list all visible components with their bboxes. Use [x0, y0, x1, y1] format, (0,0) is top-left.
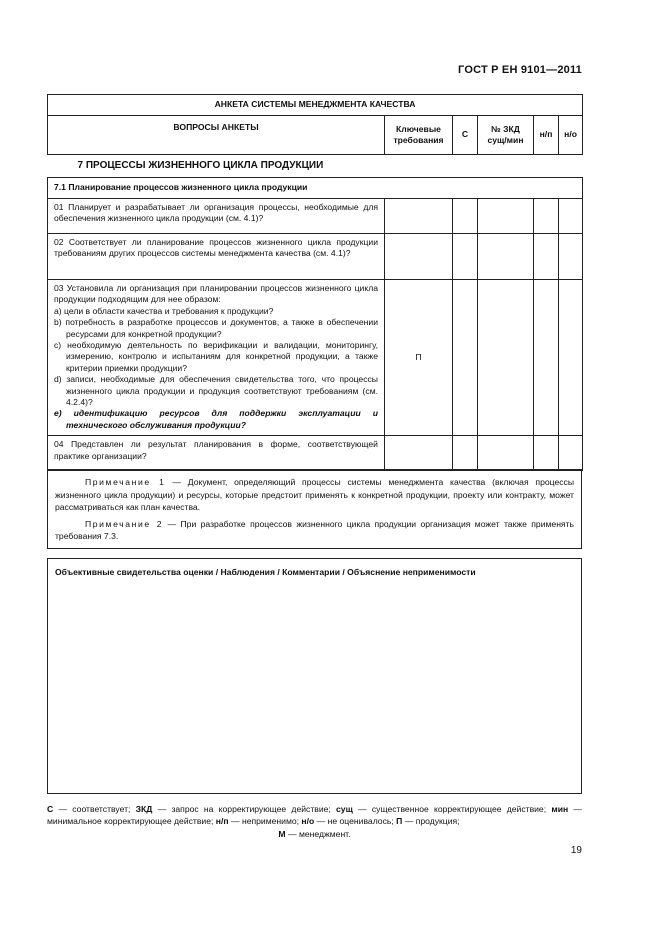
table-row [48, 280, 583, 436]
question-03-c: c) необходимую деятельность по верификации и валидации, мониторингу, измерению, контролю и испытаниям для конкретной продукции, а также критерии приемки продукции? [54, 340, 378, 373]
legend: С — соответствует; ЗКД — запрос на корректирующее действие; сущ — существенное корректирующее действие; мин — минимальное корректирующее действие; н/п — неприменимо; н/о — не оценивалось; П — продукция; М — менеджмент. [47, 804, 583, 839]
subsection-title: 7.1 Планирование процессов жизненного цикла продукции [48, 178, 583, 199]
cell [534, 234, 559, 280]
cell [385, 199, 453, 234]
question-03 [48, 280, 385, 436]
note-1-label: Примечание 1 [85, 477, 166, 487]
table-row [48, 234, 583, 280]
cell [453, 199, 478, 234]
section-title: 7 ПРОЦЕССЫ ЖИЗНЕННОГО ЦИКЛА ПРОДУКЦИИ [77, 160, 324, 172]
cell [559, 199, 583, 234]
questionnaire-table [47, 94, 583, 471]
question-03-e: e) идентификацию ресурсов для поддержки эксплуатации и технического обслуживания продукции? [54, 408, 378, 430]
cell [534, 436, 559, 471]
note-2: Примечание 2 — При разработке процессов жизненного цикла продукции организация может также применять требования 7.3. [55, 518, 575, 542]
col-questions-header: ВОПРОСЫ АНКЕТЫ [48, 116, 385, 155]
note-2-label: Примечание 2 [85, 518, 164, 529]
col-key-requirements-header: Ключевые требования [385, 116, 453, 155]
question-03-a: a) цели в области качества и требования к продукции? [54, 305, 274, 316]
question-04: 04 Представлен ли результат планирования в форме, соответствующей практике организации? [48, 436, 385, 471]
question-03-intro: 03 Установила ли организация при планировании процессов жизненного цикла продукции подходящим для нее образом: [54, 283, 378, 305]
cell [534, 280, 559, 436]
evidence-title: Объективные свидетельства оценки / Наблюдения / Комментарии / Объяснение неприменимости [55, 567, 476, 577]
document-id: ГОСТ Р ЕН 9101—2011 [458, 64, 582, 76]
cell [385, 234, 453, 280]
col-c-header: С [453, 116, 478, 155]
cell [453, 436, 478, 471]
key-requirement-mark: П [385, 280, 453, 436]
col-zkd-header: № ЗКД сущ/мин [478, 116, 534, 155]
table-row [48, 436, 583, 471]
table-title: АНКЕТА СИСТЕМЫ МЕНЕДЖМЕНТА КАЧЕСТВА [48, 95, 583, 116]
cell [478, 280, 534, 436]
cell [478, 436, 534, 471]
question-02: 02 Соответствует ли планирование процессов жизненного цикла продукции требованиям других процессов системы менеджмента качества (см. 4.1)? [48, 234, 385, 280]
cell [453, 234, 478, 280]
cell [453, 280, 478, 436]
col-np-header: н/п [534, 116, 559, 155]
cell [478, 234, 534, 280]
question-03-d: d) записи, необходимые для обеспечения свидетельства того, что процессы жизненного цикла продукции и продукция соответствуют требованиям (см. 4.2.4)? [54, 374, 378, 408]
question-01: 01 Планирует и разрабатывает ли организация процессы, необходимые для обеспечения жизненного цикла продукции (см. 4.1)? [48, 199, 385, 234]
cell [478, 199, 534, 234]
cell [385, 436, 453, 471]
question-03-b: b) потребность в разработке процессов и документов, а также в обеспечении ресурсами для конкретной продукции? [54, 317, 378, 339]
col-no-header: н/о [559, 116, 583, 155]
table-row [48, 199, 583, 234]
cell [559, 280, 583, 436]
notes-box [47, 469, 582, 549]
page-number: 19 [570, 845, 582, 856]
evidence-box [47, 558, 582, 794]
cell [534, 199, 559, 234]
note-1: Примечание 1 — Документ, определяющий процессы системы менеджмента качества (включая процессы жизненного цикла продукции) и ресурсы, которые предстоит применять к конкретной продукции, проекту или контракту, может рассматриваться как план качества. [55, 477, 575, 513]
cell [559, 234, 583, 280]
cell [559, 436, 583, 471]
